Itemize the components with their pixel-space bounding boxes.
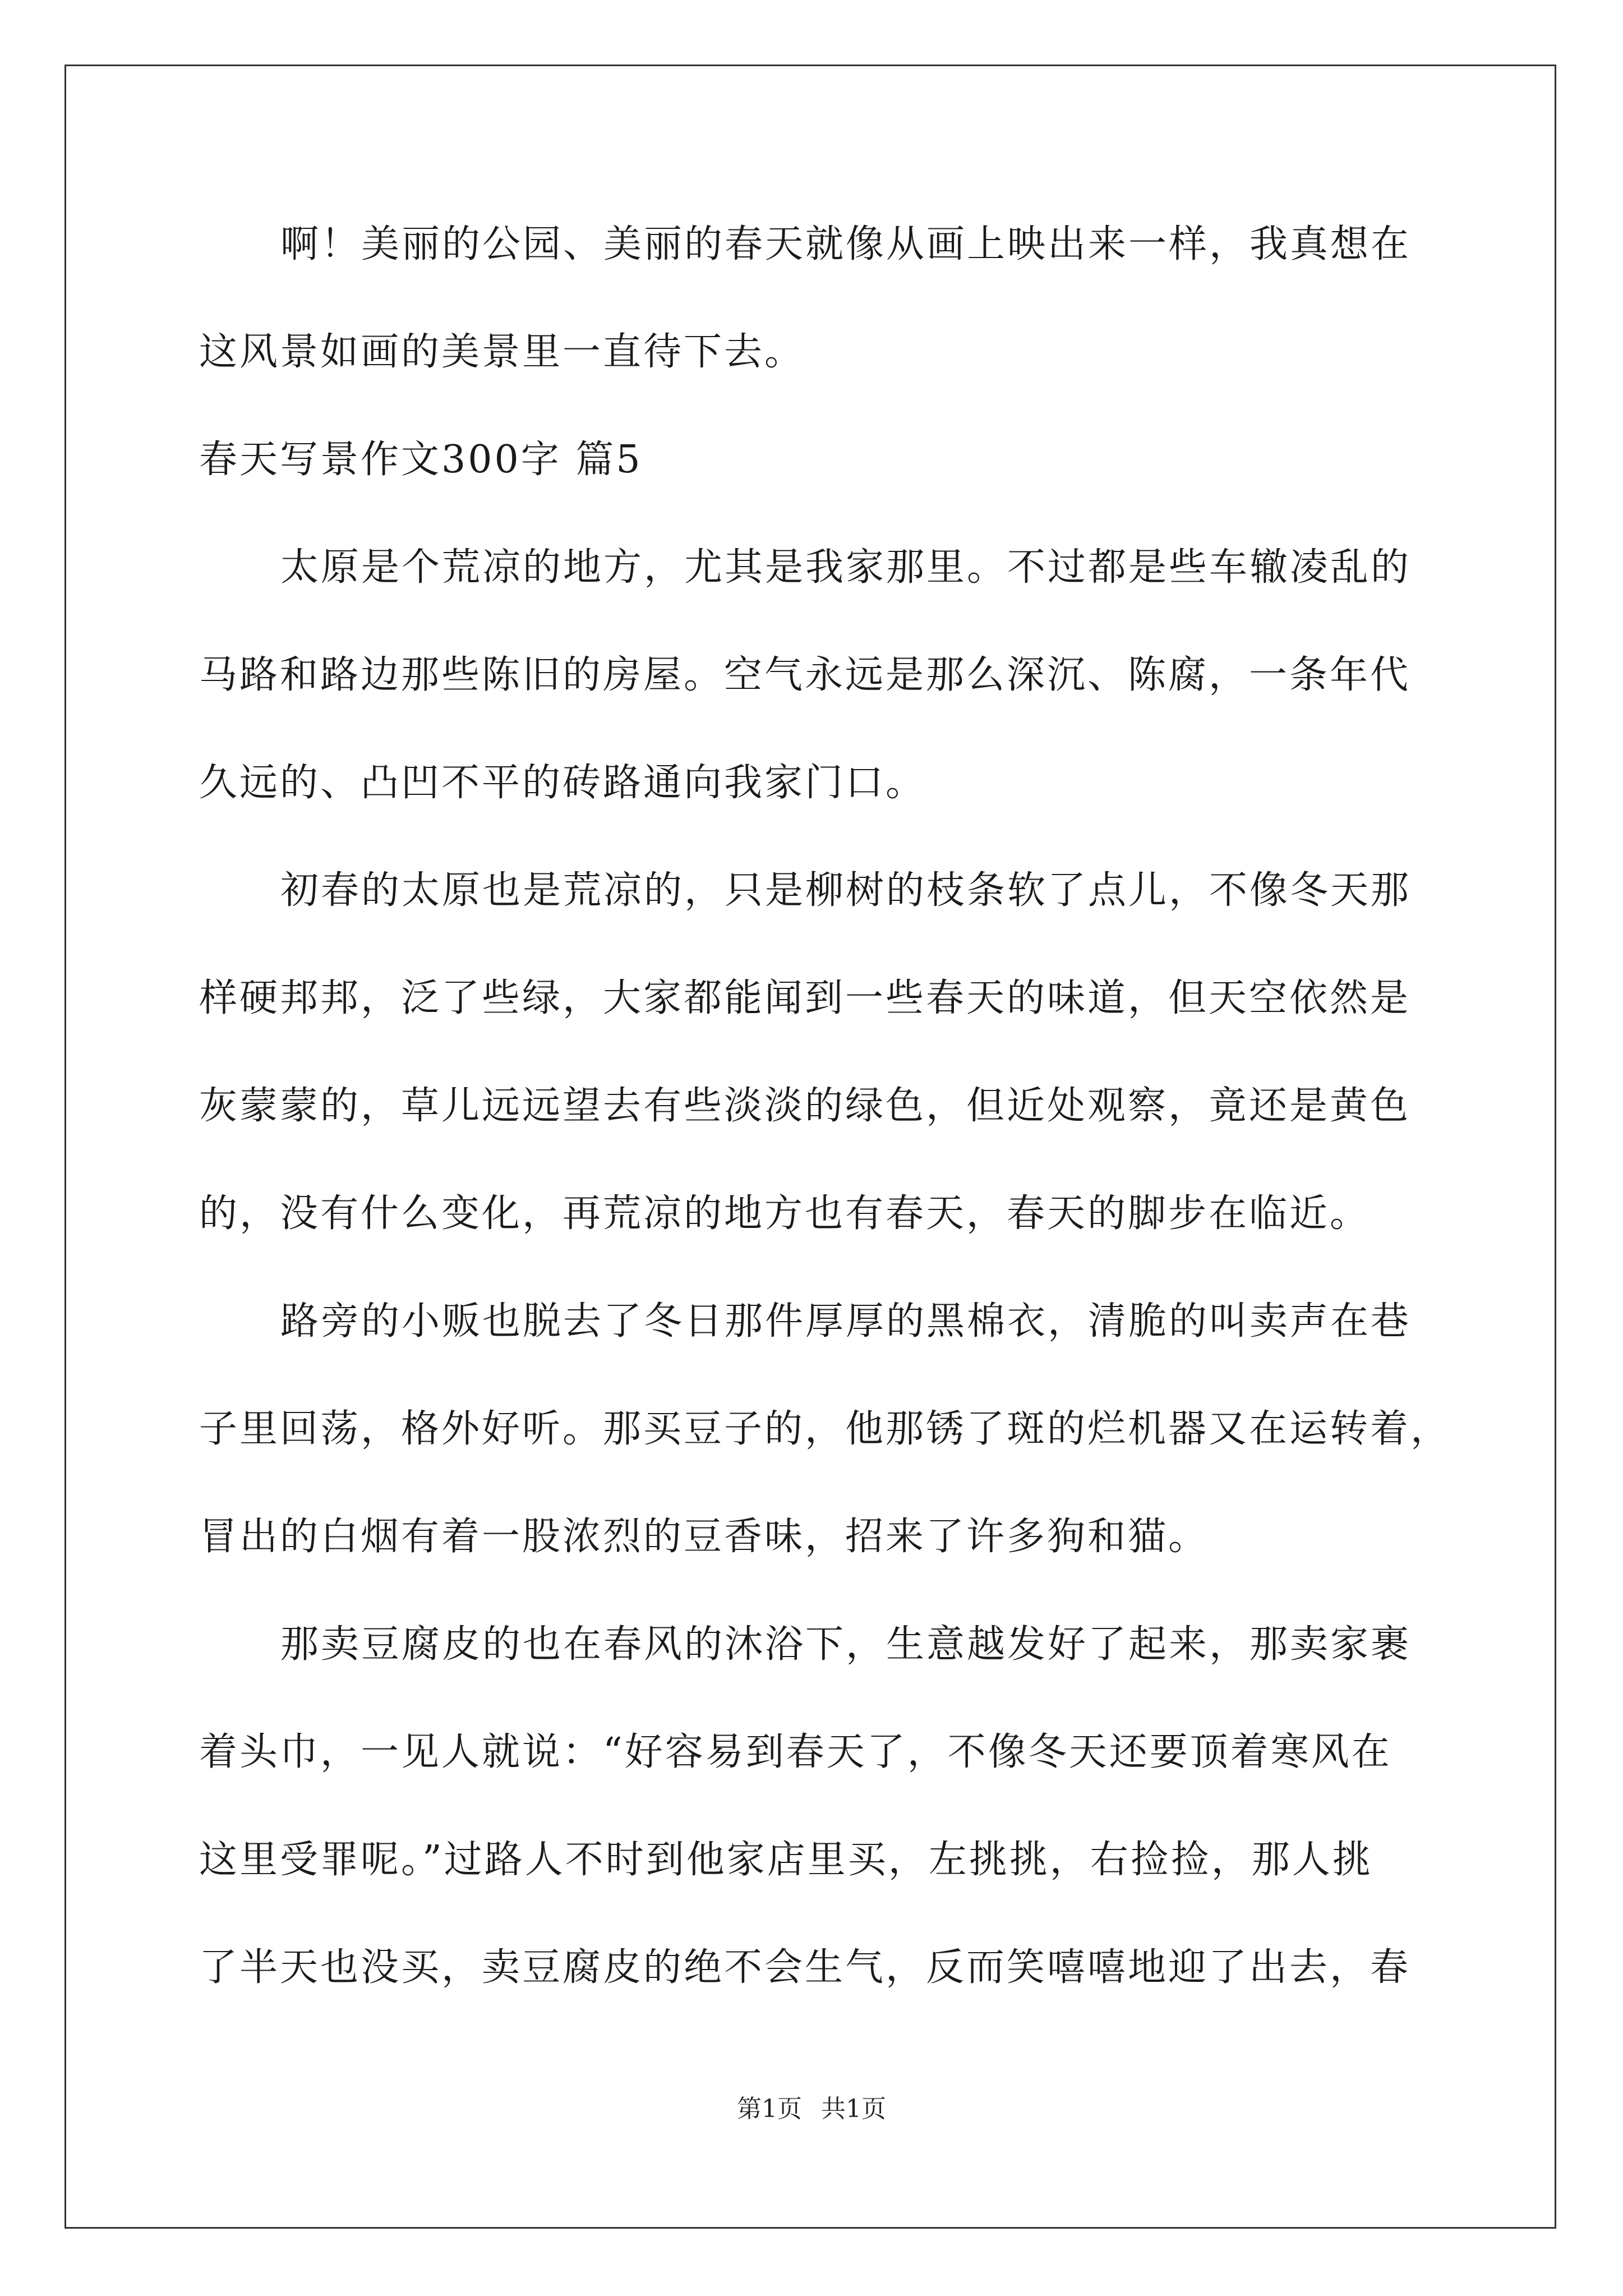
paragraph-3 <box>199 541 1427 810</box>
text-line: 路旁的小贩也脱去了冬日那件厚厚的黑棉衣，清脆的叫卖声在巷 <box>280 1299 1412 1343</box>
paragraph-1 <box>199 218 1427 379</box>
text-line: 这风景如画的美景里一直待下去。 <box>199 330 805 374</box>
paragraph-6 <box>199 1618 1427 1995</box>
page-number: 第1页 <box>737 2095 802 2123</box>
text-line: 马路和路边那些陈旧的房屋。空气永远是那么深沉、陈腐，一条年代 <box>199 653 1411 697</box>
paragraph-4 <box>199 864 1427 1241</box>
text-line: 那卖豆腐皮的也在春风的沐浴下，生意越发好了起来，那卖家裹 <box>280 1622 1412 1667</box>
page-footer <box>0 2092 1623 2126</box>
text-line: 着头巾，一见人就说：“好容易到春天了，不像冬天还要顶着寒风在 <box>199 1730 1392 1774</box>
text-line: 啊！美丽的公园、美丽的春天就像从画上映出来一样，我真想在 <box>280 222 1412 266</box>
section-heading: 春天写景作文300字 篇5 <box>199 438 643 482</box>
text-line: 冒出的白烟有着一股浓烈的豆香味，招来了许多狗和猫。 <box>199 1515 1209 1559</box>
text-line: 这里受罪呢。”过路人不时到他家店里买，左挑挑，右捡捡，那人挑 <box>199 1838 1373 1882</box>
text-line: 太原是个荒凉的地方，尤其是我家那里。不过都是些车辙凌乱的 <box>280 545 1412 590</box>
page-total: 共1页 <box>821 2095 886 2123</box>
paragraph-5 <box>199 1295 1451 1564</box>
text-line: 久远的、凸凹不平的砖路通向我家门口。 <box>199 761 926 805</box>
text-line: 的，没有什么变化，再荒凉的地方也有春天，春天的脚步在临近。 <box>199 1191 1371 1236</box>
text-line: 初春的太原也是荒凉的，只是柳树的枝条软了点儿，不像冬天那 <box>280 868 1412 913</box>
text-line: 样硬邦邦，泛了些绿，大家都能闻到一些春天的味道，但天空依然是 <box>199 976 1411 1020</box>
text-line: 子里回荡，格外好听。那买豆子的，他那锈了斑的烂机器又在运转着， <box>199 1407 1451 1451</box>
document-body <box>199 218 1451 1995</box>
text-line: 灰蒙蒙的，草儿远远望去有些淡淡的绿色，但近处观察，竟还是黄色 <box>199 1084 1411 1128</box>
text-line: 了半天也没买，卖豆腐皮的绝不会生气，反而笑嘻嘻地迎了出去，春 <box>199 1945 1411 1990</box>
